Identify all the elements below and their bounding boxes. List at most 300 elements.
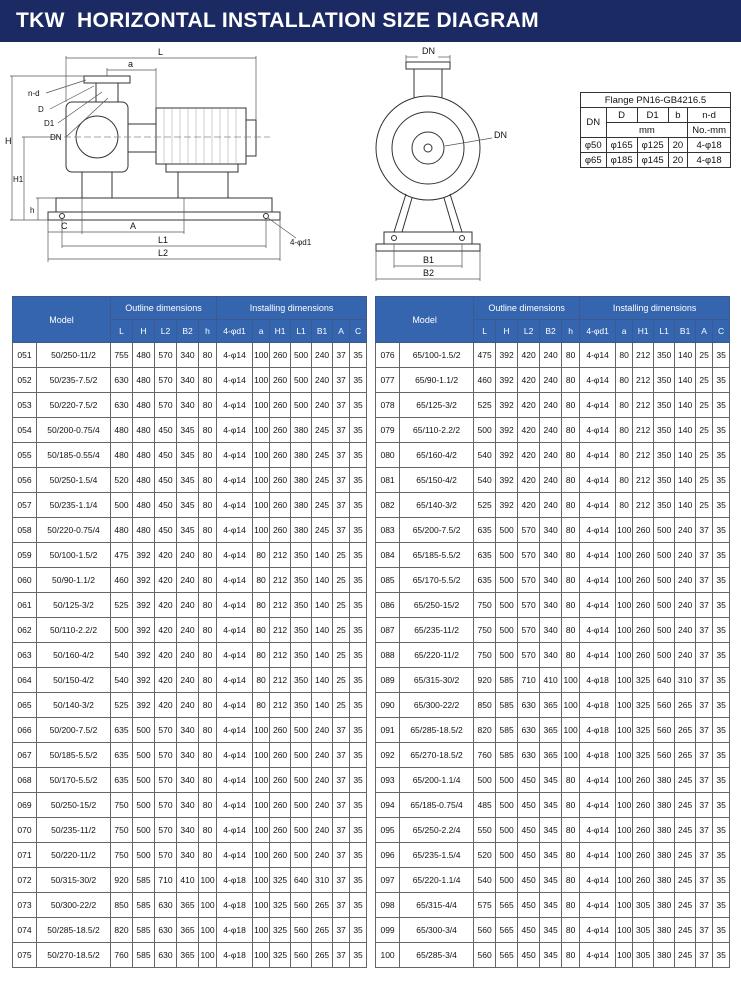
dim-cell: 100 xyxy=(253,943,270,968)
dim-cell: 25 xyxy=(696,493,713,518)
dim-cell: 245 xyxy=(675,793,696,818)
dim-cell: 100 xyxy=(616,543,633,568)
dim-cell: 265 xyxy=(675,693,696,718)
dim-cell: 480 xyxy=(133,493,155,518)
flange-table xyxy=(580,92,731,168)
dim-cell: 350 xyxy=(654,443,675,468)
dim-cell: 100 xyxy=(562,668,580,693)
row-number: 052 xyxy=(13,368,37,393)
dim-cell: 140 xyxy=(312,618,333,643)
dim-cell: 100 xyxy=(616,943,633,968)
dim-cell: 80 xyxy=(562,643,580,668)
dim-cell: 500 xyxy=(133,768,155,793)
dim-cell: 80 xyxy=(199,343,217,368)
dim-cell: 100 xyxy=(253,343,270,368)
dim-cell: 350 xyxy=(654,368,675,393)
dim-cell: 345 xyxy=(177,418,199,443)
row-number: 093 xyxy=(376,768,400,793)
row-number: 092 xyxy=(376,743,400,768)
dim-cell: 585 xyxy=(133,868,155,893)
dim-cell: 37 xyxy=(333,893,350,918)
dim-cell: 4-φ18 xyxy=(217,943,253,968)
dim-cell: 585 xyxy=(496,718,518,743)
dim-cell: 4-φ14 xyxy=(217,593,253,618)
row-number: 061 xyxy=(13,593,37,618)
dim-cell: 380 xyxy=(654,943,675,968)
dim-cell: 212 xyxy=(633,468,654,493)
dim-cell: 80 xyxy=(562,468,580,493)
dim-cell: 80 xyxy=(562,893,580,918)
table-row xyxy=(13,768,367,793)
dim-cell: 35 xyxy=(713,368,730,393)
table-row xyxy=(13,543,367,568)
dim-cell: 380 xyxy=(291,443,312,468)
dim-cell: 37 xyxy=(333,768,350,793)
table-row xyxy=(376,468,730,493)
dim-cell: 365 xyxy=(540,693,562,718)
row-number: 085 xyxy=(376,568,400,593)
dim-cell: 25 xyxy=(696,343,713,368)
dim-cell: 240 xyxy=(675,518,696,543)
dim-cell: 35 xyxy=(713,418,730,443)
dim-cell: 345 xyxy=(177,443,199,468)
dim-cell: 240 xyxy=(675,618,696,643)
dim-cell: 540 xyxy=(111,643,133,668)
dim-cell: 100 xyxy=(616,893,633,918)
dim-cell: 35 xyxy=(350,818,367,843)
dim-cell: 140 xyxy=(312,668,333,693)
dim-cell: 4-φ14 xyxy=(580,943,616,968)
dim-cell: 37 xyxy=(333,393,350,418)
dim-cell: 4-φ14 xyxy=(217,793,253,818)
flange-row xyxy=(580,153,730,168)
dim-cell: 212 xyxy=(633,393,654,418)
dim-cell: 340 xyxy=(177,393,199,418)
dim-cell: 560 xyxy=(291,893,312,918)
flange-cell: 20 xyxy=(668,153,688,168)
col-header-A: A xyxy=(333,320,350,343)
model-cell: 65/125-3/2 xyxy=(400,393,474,418)
dim-cell: 100 xyxy=(616,743,633,768)
dim-cell: 392 xyxy=(496,493,518,518)
dim-cell: 500 xyxy=(133,718,155,743)
dim-cell: 640 xyxy=(654,668,675,693)
dim-cell: 570 xyxy=(518,543,540,568)
dim-cell: 755 xyxy=(111,343,133,368)
dim-cell: 100 xyxy=(253,418,270,443)
dim-cell: 80 xyxy=(562,943,580,968)
dim-cell: 245 xyxy=(312,468,333,493)
model-cell: 65/300-22/2 xyxy=(400,693,474,718)
table-row xyxy=(13,343,367,368)
dim-cell: 340 xyxy=(177,718,199,743)
dim-cell: 37 xyxy=(333,918,350,943)
dim-cell: 480 xyxy=(111,443,133,468)
dim-cell: 4-φ14 xyxy=(580,618,616,643)
row-number: 058 xyxy=(13,518,37,543)
dim-label-A: A xyxy=(130,221,137,231)
dim-cell: 340 xyxy=(540,643,562,668)
dim-cell: 80 xyxy=(562,543,580,568)
model-cell: 50/200-0.75/4 xyxy=(37,418,111,443)
flange-col-dn: DN xyxy=(580,108,606,138)
dim-cell: 100 xyxy=(253,468,270,493)
model-cell: 65/220-1.1/4 xyxy=(400,868,474,893)
dim-cell: 350 xyxy=(654,493,675,518)
dim-cell: 475 xyxy=(111,543,133,568)
dim-cell: 710 xyxy=(518,668,540,693)
model-cell: 65/285-3/4 xyxy=(400,943,474,968)
dim-cell: 212 xyxy=(270,568,291,593)
dim-cell: 260 xyxy=(633,843,654,868)
dim-cell: 500 xyxy=(496,543,518,568)
col-header-h: h xyxy=(562,320,580,343)
dim-cell: 240 xyxy=(312,743,333,768)
dim-cell: 500 xyxy=(111,493,133,518)
dim-cell: 35 xyxy=(713,468,730,493)
dim-cell: 35 xyxy=(713,868,730,893)
dim-cell: 80 xyxy=(562,918,580,943)
dim-cell: 35 xyxy=(350,718,367,743)
dim-cell: 480 xyxy=(133,443,155,468)
dim-label-DN: DN xyxy=(50,133,62,142)
dim-cell: 35 xyxy=(713,518,730,543)
dim-cell: 240 xyxy=(177,693,199,718)
row-number: 077 xyxy=(376,368,400,393)
dim-label-H1: H1 xyxy=(13,175,24,184)
dim-cell: 260 xyxy=(270,818,291,843)
dim-cell: 37 xyxy=(333,718,350,743)
row-number: 065 xyxy=(13,693,37,718)
dim-cell: 240 xyxy=(540,368,562,393)
dim-cell: 325 xyxy=(270,918,291,943)
row-number: 097 xyxy=(376,868,400,893)
table-row xyxy=(13,818,367,843)
dim-cell: 100 xyxy=(253,918,270,943)
dimension-tables xyxy=(0,294,741,968)
row-number: 051 xyxy=(13,343,37,368)
dim-cell: 365 xyxy=(177,943,199,968)
col-group-outline: Outline dimensions xyxy=(474,297,580,320)
dim-cell: 340 xyxy=(540,543,562,568)
model-cell: 65/270-18.5/2 xyxy=(400,743,474,768)
dim-cell: 240 xyxy=(312,843,333,868)
dim-cell: 100 xyxy=(199,943,217,968)
row-number: 072 xyxy=(13,868,37,893)
pump-front-geometry xyxy=(376,62,480,251)
dim-cell: 4-φ14 xyxy=(217,343,253,368)
dim-cell: 420 xyxy=(155,668,177,693)
dim-cell: 37 xyxy=(333,493,350,518)
dim-cell: 37 xyxy=(333,868,350,893)
col-header-4d1: 4-φd1 xyxy=(580,320,616,343)
col-header-L2: L2 xyxy=(518,320,540,343)
dim-cell: 380 xyxy=(654,868,675,893)
dim-cell: 350 xyxy=(654,343,675,368)
row-number: 064 xyxy=(13,668,37,693)
dim-cell: 80 xyxy=(562,568,580,593)
dim-cell: 240 xyxy=(177,568,199,593)
dim-cell: 420 xyxy=(518,468,540,493)
dim-cell: 260 xyxy=(270,393,291,418)
dim-cell: 80 xyxy=(199,768,217,793)
dim-cell: 450 xyxy=(155,518,177,543)
row-number: 073 xyxy=(13,893,37,918)
dim-cell: 37 xyxy=(333,443,350,468)
row-number: 079 xyxy=(376,418,400,443)
dim-cell: 392 xyxy=(496,468,518,493)
flange-cell: φ50 xyxy=(580,138,606,153)
dim-cell: 630 xyxy=(111,368,133,393)
dim-cell: 500 xyxy=(133,818,155,843)
row-number: 068 xyxy=(13,768,37,793)
dim-cell: 4-φ18 xyxy=(580,668,616,693)
dim-cell: 500 xyxy=(111,618,133,643)
dim-cell: 4-φ14 xyxy=(217,543,253,568)
dim-cell: 35 xyxy=(350,668,367,693)
dim-cell: 500 xyxy=(291,718,312,743)
dim-cell: 4-φ14 xyxy=(580,518,616,543)
dim-cell: 240 xyxy=(312,718,333,743)
dim-cell: 365 xyxy=(177,893,199,918)
dim-cell: 420 xyxy=(155,693,177,718)
dim-cell: 80 xyxy=(616,493,633,518)
dim-cell: 260 xyxy=(633,593,654,618)
dim-cell: 392 xyxy=(496,343,518,368)
table-row xyxy=(376,768,730,793)
dim-cell: 500 xyxy=(291,743,312,768)
dim-cell: 350 xyxy=(291,643,312,668)
dim-cell: 450 xyxy=(155,418,177,443)
dim-cell: 500 xyxy=(654,593,675,618)
dim-cell: 245 xyxy=(312,443,333,468)
dim-cell: 100 xyxy=(616,618,633,643)
flange-col-b: b xyxy=(668,108,688,123)
dim-cell: 80 xyxy=(199,518,217,543)
model-cell: 50/235-1.1/4 xyxy=(37,493,111,518)
dim-cell: 100 xyxy=(253,443,270,468)
dim-cell: 570 xyxy=(518,618,540,643)
model-cell: 65/200-7.5/2 xyxy=(400,518,474,543)
dim-cell: 340 xyxy=(540,593,562,618)
dim-cell: 25 xyxy=(696,368,713,393)
dim-cell: 140 xyxy=(312,643,333,668)
dim-label-L1: L1 xyxy=(158,235,169,245)
dim-cell: 25 xyxy=(333,643,350,668)
dim-cell: 240 xyxy=(540,443,562,468)
dim-cell: 245 xyxy=(675,818,696,843)
dim-label-a: a xyxy=(128,59,134,69)
dim-cell: 80 xyxy=(253,593,270,618)
flange-table-title: Flange PN16-GB4216.5 xyxy=(580,93,730,108)
col-header-L: L xyxy=(474,320,496,343)
model-cell: 50/170-5.5/2 xyxy=(37,768,111,793)
dim-cell: 340 xyxy=(540,518,562,543)
dim-cell: 245 xyxy=(675,868,696,893)
dim-cell: 35 xyxy=(713,918,730,943)
dim-label-H: H xyxy=(5,136,12,146)
row-number: 100 xyxy=(376,943,400,968)
dim-cell: 480 xyxy=(133,468,155,493)
dim-cell: 450 xyxy=(518,943,540,968)
dim-cell: 80 xyxy=(562,343,580,368)
dim-cell: 380 xyxy=(654,768,675,793)
dim-cell: 80 xyxy=(253,618,270,643)
col-header-L: L xyxy=(111,320,133,343)
dim-cell: 4-φ14 xyxy=(580,793,616,818)
model-cell: 65/235-11/2 xyxy=(400,618,474,643)
dim-cell: 37 xyxy=(696,943,713,968)
dim-cell: 140 xyxy=(312,593,333,618)
model-cell: 50/270-18.5/2 xyxy=(37,943,111,968)
col-header-L2: L2 xyxy=(155,320,177,343)
dim-cell: 4-φ14 xyxy=(580,593,616,618)
dim-cell: 560 xyxy=(474,918,496,943)
dim-cell: 260 xyxy=(633,543,654,568)
dim-cell: 35 xyxy=(350,793,367,818)
table-row xyxy=(13,843,367,868)
dim-cell: 80 xyxy=(616,393,633,418)
table-row xyxy=(376,943,730,968)
dim-cell: 35 xyxy=(713,618,730,643)
dim-cell: 750 xyxy=(111,843,133,868)
dim-cell: 100 xyxy=(562,718,580,743)
dim-cell: 37 xyxy=(696,543,713,568)
dim-cell: 80 xyxy=(616,443,633,468)
dim-cell: 240 xyxy=(540,418,562,443)
dim-cell: 450 xyxy=(518,843,540,868)
dim-cell: 560 xyxy=(474,943,496,968)
dim-cell: 4-φ14 xyxy=(217,568,253,593)
dim-cell: 560 xyxy=(654,743,675,768)
dim-cell: 565 xyxy=(496,918,518,943)
dim-cell: 4-φ14 xyxy=(217,393,253,418)
dim-cell: 560 xyxy=(291,943,312,968)
dim-cell: 560 xyxy=(654,718,675,743)
dim-cell: 420 xyxy=(155,618,177,643)
dim-cell: 820 xyxy=(111,918,133,943)
dim-cell: 525 xyxy=(474,493,496,518)
model-cell: 65/150-4/2 xyxy=(400,468,474,493)
flange-cell: φ65 xyxy=(580,153,606,168)
dim-cell: 635 xyxy=(111,718,133,743)
dim-cell: 350 xyxy=(291,568,312,593)
dim-cell: 570 xyxy=(155,368,177,393)
dim-cell: 35 xyxy=(713,643,730,668)
row-number: 080 xyxy=(376,443,400,468)
dim-cell: 25 xyxy=(696,393,713,418)
dim-cell: 525 xyxy=(111,693,133,718)
dim-cell: 480 xyxy=(111,518,133,543)
row-number: 069 xyxy=(13,793,37,818)
dim-cell: 25 xyxy=(333,693,350,718)
model-cell: 50/90-1.1/2 xyxy=(37,568,111,593)
dim-cell: 25 xyxy=(333,668,350,693)
dim-cell: 350 xyxy=(654,418,675,443)
dim-cell: 100 xyxy=(616,843,633,868)
dim-cell: 460 xyxy=(474,368,496,393)
dim-cell: 340 xyxy=(177,843,199,868)
dim-cell: 585 xyxy=(133,893,155,918)
row-number: 098 xyxy=(376,893,400,918)
dim-cell: 570 xyxy=(155,393,177,418)
model-cell: 65/170-5.5/2 xyxy=(400,568,474,593)
row-number: 088 xyxy=(376,643,400,668)
dim-cell: 310 xyxy=(312,868,333,893)
dim-cell: 140 xyxy=(675,493,696,518)
table-row xyxy=(13,668,367,693)
model-cell: 50/200-7.5/2 xyxy=(37,718,111,743)
dim-cell: 500 xyxy=(291,793,312,818)
dim-label-B1: B1 xyxy=(423,255,435,265)
dim-cell: 4-φ14 xyxy=(217,768,253,793)
dim-cell: 380 xyxy=(654,793,675,818)
table-row xyxy=(13,893,367,918)
dim-cell: 345 xyxy=(540,918,562,943)
dim-cell: 4-φ18 xyxy=(217,868,253,893)
dim-cell: 80 xyxy=(253,568,270,593)
model-cell: 50/185-0.55/4 xyxy=(37,443,111,468)
dim-cell: 100 xyxy=(616,793,633,818)
dim-cell: 80 xyxy=(562,843,580,868)
dim-cell: 570 xyxy=(518,593,540,618)
dim-cell: 37 xyxy=(696,768,713,793)
dim-cell: 450 xyxy=(155,493,177,518)
col-header-C: C xyxy=(350,320,367,343)
flange-cell: φ165 xyxy=(606,138,637,153)
dim-cell: 80 xyxy=(253,693,270,718)
dim-cell: 25 xyxy=(696,418,713,443)
dim-cell: 4-φ14 xyxy=(217,693,253,718)
dim-cell: 140 xyxy=(312,543,333,568)
dim-cell: 420 xyxy=(518,368,540,393)
dim-cell: 212 xyxy=(270,593,291,618)
dim-cell: 80 xyxy=(253,643,270,668)
dim-cell: 392 xyxy=(496,393,518,418)
dim-cell: 380 xyxy=(654,818,675,843)
row-number: 056 xyxy=(13,468,37,493)
dim-cell: 325 xyxy=(633,693,654,718)
dim-cell: 420 xyxy=(155,593,177,618)
flange-row xyxy=(580,138,730,153)
col-header-model: Model xyxy=(13,297,111,343)
dim-cell: 260 xyxy=(270,443,291,468)
col-header-model: Model xyxy=(376,297,474,343)
table-row xyxy=(376,418,730,443)
dim-cell: 420 xyxy=(155,543,177,568)
row-number: 089 xyxy=(376,668,400,693)
dim-cell: 37 xyxy=(696,518,713,543)
model-cell: 50/125-3/2 xyxy=(37,593,111,618)
dim-cell: 240 xyxy=(675,643,696,668)
dim-cell: 4-φ18 xyxy=(580,718,616,743)
row-number: 070 xyxy=(13,818,37,843)
dim-cell: 4-φ14 xyxy=(217,493,253,518)
dim-cell: 80 xyxy=(562,393,580,418)
dim-cell: 37 xyxy=(696,868,713,893)
table-row xyxy=(376,818,730,843)
dim-cell: 920 xyxy=(111,868,133,893)
dim-cell: 240 xyxy=(312,768,333,793)
dim-cell: 4-φ14 xyxy=(217,443,253,468)
dim-cell: 35 xyxy=(713,568,730,593)
dim-label-D: D xyxy=(38,105,44,114)
pump-side-view-drawing xyxy=(4,46,344,294)
table-row xyxy=(13,618,367,643)
model-cell: 50/140-3/2 xyxy=(37,693,111,718)
row-number: 075 xyxy=(13,943,37,968)
dim-cell: 25 xyxy=(333,568,350,593)
